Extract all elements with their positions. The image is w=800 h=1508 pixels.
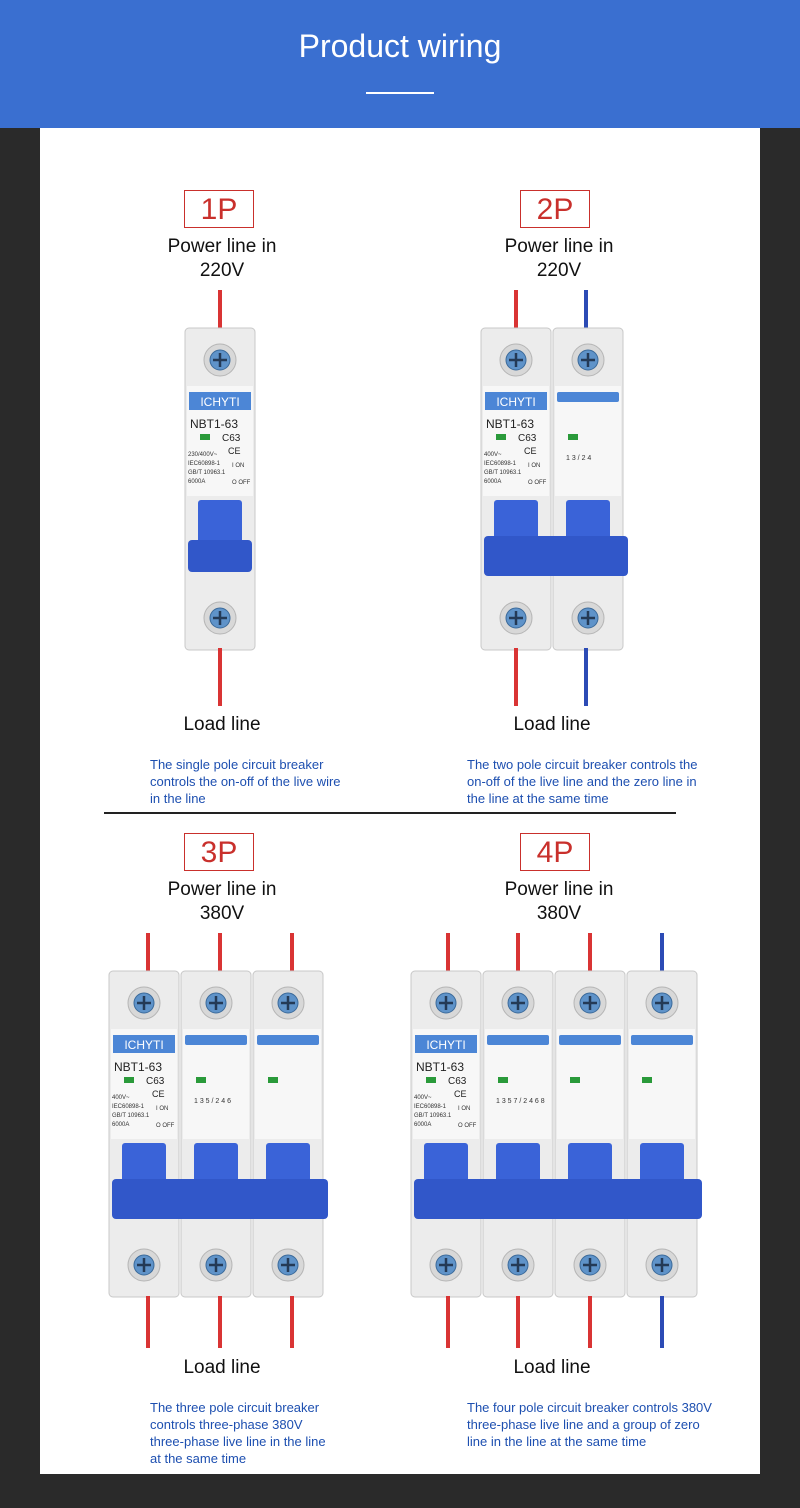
model-text: NBT1-63 xyxy=(416,1060,465,1074)
model-text: NBT1-63 xyxy=(486,417,535,431)
live-wire-out xyxy=(516,1296,520,1348)
live-wire-in xyxy=(218,290,222,328)
label-face xyxy=(557,1029,623,1139)
live-wire-in xyxy=(514,290,518,328)
live-wire-out xyxy=(446,1296,450,1348)
load-line-label-4p: Load line xyxy=(513,1357,591,1378)
page-title: Product wiring xyxy=(298,28,502,64)
standard-text: GB/T 10963.1 xyxy=(112,1113,150,1119)
brand-text: ICHYTI xyxy=(426,1038,466,1052)
label-face xyxy=(183,1029,249,1139)
capacity-text: 6000A xyxy=(112,1122,130,1128)
standard-text: GB/T 10963.1 xyxy=(484,470,522,476)
voltage-text: 400V~ xyxy=(484,452,502,458)
cap-bar xyxy=(487,1035,549,1045)
capacity-text: 6000A xyxy=(414,1122,432,1128)
off-label: O OFF xyxy=(458,1123,477,1129)
live-wire-in xyxy=(588,933,592,971)
neutral-wire-out xyxy=(660,1296,664,1348)
terminal-diagram: 1 3 5 / 2 4 6 xyxy=(194,1098,231,1105)
terminal-diagram: 1 3 5 7 / 2 4 6 8 xyxy=(496,1098,545,1105)
on-label: I ON xyxy=(528,463,541,469)
title-underline xyxy=(366,92,434,94)
description-3p: The three pole circuit breaker controls three-phase 380V three-phase live line in the line at the same time xyxy=(150,1400,326,1466)
capacity-text: 6000A xyxy=(484,479,502,485)
status-indicator xyxy=(496,434,506,440)
cap-bar xyxy=(185,1035,247,1045)
brand-text: ICHYTI xyxy=(496,395,536,409)
power-line-label-1p: Power line in xyxy=(167,236,277,257)
ce-mark: CE xyxy=(454,1089,467,1099)
load-line-label-2p: Load line xyxy=(513,714,591,735)
status-indicator xyxy=(124,1077,134,1083)
live-wire-out xyxy=(588,1296,592,1348)
ce-mark: CE xyxy=(228,446,241,456)
content-panel xyxy=(40,128,760,1474)
off-label: O OFF xyxy=(232,480,251,486)
badge-1p: 1P xyxy=(184,190,254,228)
status-indicator xyxy=(642,1077,652,1083)
tie-bar xyxy=(484,536,628,576)
standard-text: IEC60898-1 xyxy=(112,1104,145,1110)
load-line-label-1p: Load line xyxy=(183,714,261,735)
cap-bar xyxy=(557,392,619,402)
rating-text: C63 xyxy=(448,1076,467,1087)
header-banner xyxy=(0,0,800,128)
status-indicator xyxy=(200,434,210,440)
description-1p: The single pole circuit breaker controls the on-off of the live wire in the line xyxy=(150,757,341,806)
ce-mark: CE xyxy=(524,446,537,456)
brand-text: ICHYTI xyxy=(124,1038,164,1052)
handle-grip xyxy=(188,540,252,572)
rating-text: C63 xyxy=(146,1076,165,1087)
badge-4p: 4P xyxy=(520,833,590,871)
power-line-label-2p: Power line in xyxy=(504,236,614,257)
live-wire-in xyxy=(290,933,294,971)
power-line-label-3p: Power line in xyxy=(167,879,277,900)
cap-bar xyxy=(559,1035,621,1045)
ce-mark: CE xyxy=(152,1089,165,1099)
status-indicator xyxy=(568,434,578,440)
rating-text: C63 xyxy=(518,433,537,444)
voltage-label-1p: 220V xyxy=(199,260,245,281)
voltage-label-2p: 220V xyxy=(536,260,582,281)
description-2p: The two pole circuit breaker controls the on-off of the live line and the zero line in the line at the same time xyxy=(467,757,698,806)
voltage-label-4p: 380V xyxy=(536,903,582,924)
live-wire-out xyxy=(514,648,518,706)
breaker-body xyxy=(480,328,632,650)
label-face xyxy=(485,1029,551,1139)
breaker-body xyxy=(184,328,264,650)
on-label: I ON xyxy=(156,1106,169,1112)
breaker-body xyxy=(108,971,332,1297)
status-indicator xyxy=(570,1077,580,1083)
status-indicator xyxy=(196,1077,206,1083)
off-label: O OFF xyxy=(156,1123,175,1129)
cap-bar xyxy=(257,1035,319,1045)
tie-bar xyxy=(414,1179,702,1219)
model-text: NBT1-63 xyxy=(190,417,239,431)
badge-2p: 2P xyxy=(520,190,590,228)
description-4p: The four pole circuit breaker controls 380V three-phase live line and a group of zero line in the line at the same time xyxy=(467,1400,712,1449)
breaker-body xyxy=(410,971,706,1297)
label-face xyxy=(255,1029,321,1139)
live-wire-in xyxy=(516,933,520,971)
label-face xyxy=(629,1029,695,1139)
label-face xyxy=(555,386,621,496)
tie-bar xyxy=(112,1179,328,1219)
standard-text: GB/T 10963.1 xyxy=(414,1113,452,1119)
live-wire-in xyxy=(218,933,222,971)
off-label: O OFF xyxy=(528,480,547,486)
load-line-label-3p: Load line xyxy=(183,1357,261,1378)
live-wire-out xyxy=(218,1296,222,1348)
neutral-wire-in xyxy=(584,290,588,328)
on-label: I ON xyxy=(232,463,245,469)
terminal-diagram: 1 3 / 2 4 xyxy=(566,455,592,462)
standard-text: GB/T 10963.1 xyxy=(188,470,226,476)
live-wire-out xyxy=(290,1296,294,1348)
brand-text: ICHYTI xyxy=(200,395,240,409)
standard-text: IEC60898-1 xyxy=(414,1104,447,1110)
section-divider xyxy=(104,812,676,814)
standard-text: IEC60898-1 xyxy=(484,461,517,467)
neutral-wire-out xyxy=(584,648,588,706)
on-label: I ON xyxy=(458,1106,471,1112)
voltage-text: 230/400V~ xyxy=(188,452,218,458)
model-text: NBT1-63 xyxy=(114,1060,163,1074)
power-line-label-4p: Power line in xyxy=(504,879,614,900)
live-wire-out xyxy=(218,648,222,706)
cap-bar xyxy=(631,1035,693,1045)
badge-3p: 3P xyxy=(184,833,254,871)
voltage-text: 400V~ xyxy=(112,1095,130,1101)
voltage-text: 400V~ xyxy=(414,1095,432,1101)
live-wire-out xyxy=(146,1296,150,1348)
status-indicator xyxy=(498,1077,508,1083)
status-indicator xyxy=(426,1077,436,1083)
live-wire-in xyxy=(446,933,450,971)
status-indicator xyxy=(268,1077,278,1083)
live-wire-in xyxy=(146,933,150,971)
neutral-wire-in xyxy=(660,933,664,971)
capacity-text: 6000A xyxy=(188,479,206,485)
standard-text: IEC60898-1 xyxy=(188,461,221,467)
rating-text: C63 xyxy=(222,433,241,444)
voltage-label-3p: 380V xyxy=(199,903,245,924)
